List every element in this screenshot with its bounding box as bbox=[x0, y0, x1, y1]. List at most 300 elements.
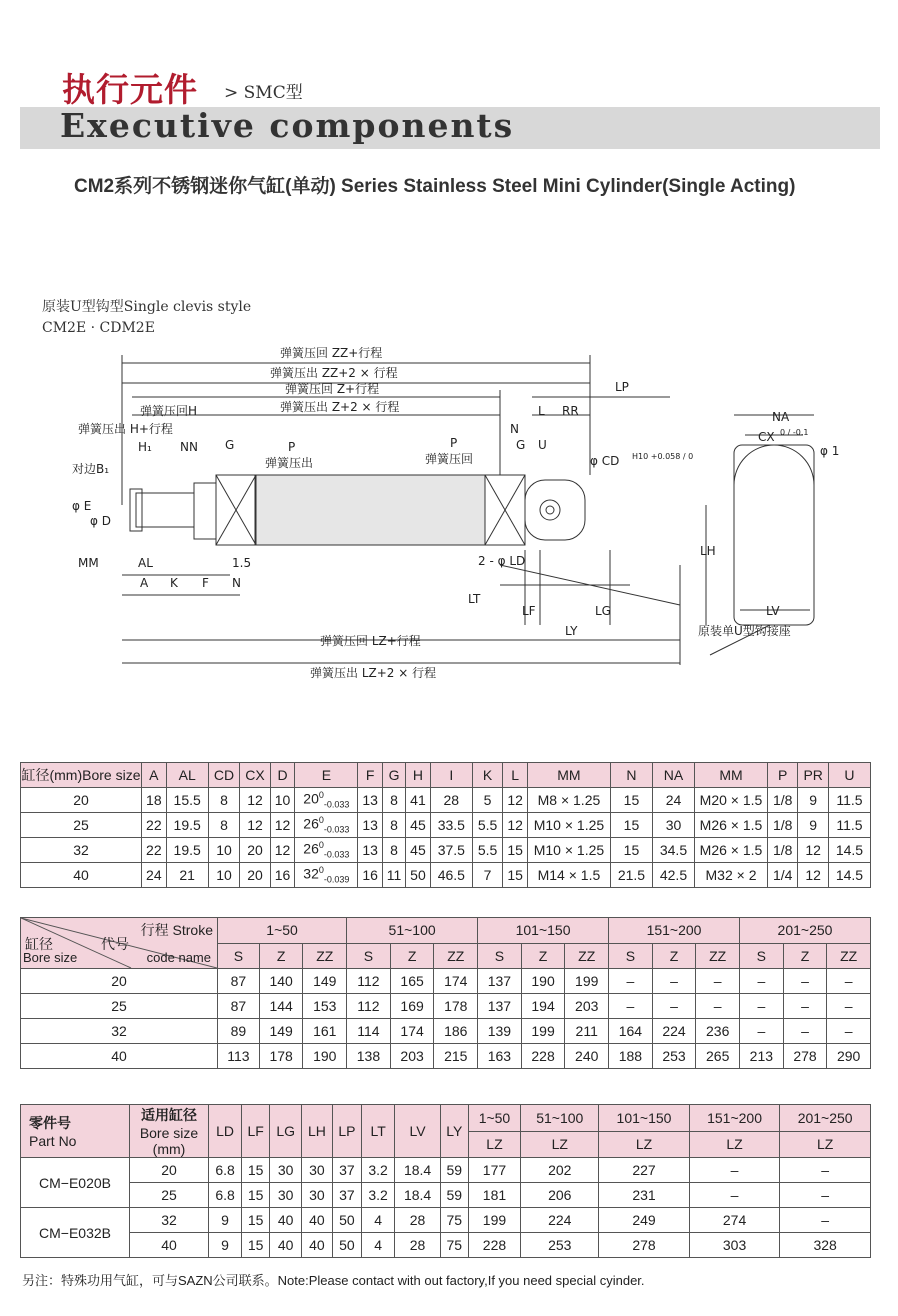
sub-header: ZZ bbox=[696, 943, 740, 969]
sub-header: Z bbox=[783, 943, 827, 969]
data-cell: 15 bbox=[242, 1233, 270, 1258]
e-upper-tol: 0 bbox=[318, 815, 324, 826]
sub-header: ZZ bbox=[565, 943, 609, 969]
range-header: 101~150 bbox=[478, 918, 609, 944]
range-header: 101~150 bbox=[599, 1105, 690, 1132]
data-cell: 1/8 bbox=[768, 813, 798, 838]
data-cell: 37 bbox=[332, 1158, 361, 1183]
data-cell: 13 bbox=[358, 813, 383, 838]
data-cell: 30 bbox=[302, 1183, 333, 1208]
data-cell: 10 bbox=[208, 863, 240, 888]
data-cell: 186 bbox=[434, 1019, 478, 1044]
e-value: 32 bbox=[303, 865, 319, 882]
data-cell: 236 bbox=[696, 1019, 740, 1044]
bore-cell: 40 bbox=[21, 863, 142, 888]
data-cell: 12 bbox=[270, 813, 295, 838]
label-spring-out: 弹簧压出 bbox=[265, 456, 314, 470]
dim-ly: LY bbox=[565, 624, 578, 638]
data-cell bbox=[295, 813, 358, 838]
data-cell: 8 bbox=[383, 813, 406, 838]
data-cell: 112 bbox=[347, 969, 391, 994]
col-header: MM bbox=[527, 763, 610, 788]
data-cell: 28 bbox=[395, 1233, 441, 1258]
data-cell: 50 bbox=[332, 1208, 361, 1233]
corner-code-name: code name bbox=[146, 950, 211, 965]
dim-e: φ E bbox=[72, 499, 92, 513]
dim-lh: LH bbox=[700, 544, 716, 558]
dim-k: K bbox=[170, 576, 178, 590]
data-cell: – bbox=[783, 969, 827, 994]
data-cell: 190 bbox=[303, 1044, 347, 1069]
dim-g2: G bbox=[516, 438, 526, 452]
dim-n2: N bbox=[232, 576, 241, 590]
data-cell: 224 bbox=[521, 1208, 599, 1233]
data-cell: 8 bbox=[383, 788, 406, 813]
table-row bbox=[21, 813, 871, 838]
data-cell: – bbox=[696, 969, 740, 994]
dim-nn: NN bbox=[180, 440, 198, 454]
table-row bbox=[21, 1233, 871, 1258]
data-cell: 1/8 bbox=[768, 838, 798, 863]
sub-header: S bbox=[609, 943, 653, 969]
col-header: LP bbox=[332, 1105, 361, 1158]
e-upper-tol: 0 bbox=[318, 840, 324, 851]
data-cell: 16 bbox=[358, 863, 383, 888]
dim-lp: LP bbox=[615, 380, 629, 394]
data-cell: – bbox=[740, 969, 784, 994]
data-cell: 9 bbox=[798, 813, 828, 838]
data-cell: – bbox=[696, 994, 740, 1019]
data-cell: 290 bbox=[827, 1044, 871, 1069]
data-cell: 89 bbox=[218, 1019, 260, 1044]
data-cell: 9 bbox=[798, 788, 828, 813]
data-cell: 178 bbox=[259, 1044, 303, 1069]
data-cell: 20 bbox=[240, 838, 270, 863]
data-cell: 228 bbox=[468, 1233, 521, 1258]
dim-lv: LV bbox=[766, 604, 780, 618]
table-row bbox=[21, 788, 871, 813]
data-cell: – bbox=[783, 1019, 827, 1044]
corner-stroke: 行程 Stroke bbox=[140, 922, 213, 938]
data-cell: 227 bbox=[599, 1158, 690, 1183]
bore-cell: 25 bbox=[21, 994, 218, 1019]
corner-bore: 缸径 bbox=[25, 936, 53, 952]
dim-z-return: 弹簧压回 Z+行程 bbox=[285, 382, 380, 396]
data-cell: 15 bbox=[610, 838, 652, 863]
data-cell: 18 bbox=[142, 788, 167, 813]
data-cell: – bbox=[609, 969, 653, 994]
data-cell: 164 bbox=[609, 1019, 653, 1044]
col-header: U bbox=[828, 763, 870, 788]
data-cell: 15.5 bbox=[166, 788, 208, 813]
bore-cell: 25 bbox=[130, 1183, 209, 1208]
col-header: LY bbox=[440, 1105, 468, 1158]
data-cell: 40 bbox=[302, 1233, 333, 1258]
data-cell: 18.4 bbox=[395, 1158, 441, 1183]
corner-cell bbox=[21, 918, 218, 969]
e-upper-tol: 0 bbox=[318, 790, 324, 801]
col-header: H bbox=[406, 763, 431, 788]
dim-h-out: 弹簧压出 H+行程 bbox=[78, 422, 173, 436]
data-cell: M8 × 1.25 bbox=[527, 788, 610, 813]
data-cell: 14.5 bbox=[828, 838, 870, 863]
data-cell: 249 bbox=[599, 1208, 690, 1233]
data-cell: 149 bbox=[259, 1019, 303, 1044]
sub-header: ZZ bbox=[827, 943, 871, 969]
data-cell: 22 bbox=[142, 813, 167, 838]
data-cell: 12 bbox=[503, 813, 528, 838]
data-cell: – bbox=[783, 994, 827, 1019]
data-cell: 240 bbox=[565, 1044, 609, 1069]
dim-cx: CX bbox=[758, 430, 775, 444]
data-cell: 18.4 bbox=[395, 1183, 441, 1208]
table-row bbox=[21, 1044, 871, 1069]
data-cell: 190 bbox=[521, 969, 565, 994]
bore-unit: (mm) bbox=[152, 1141, 186, 1157]
data-cell: M26 × 1.5 bbox=[695, 813, 768, 838]
data-cell: 194 bbox=[521, 994, 565, 1019]
data-cell: 12 bbox=[240, 788, 270, 813]
data-cell: 178 bbox=[434, 994, 478, 1019]
data-cell: 41 bbox=[406, 788, 431, 813]
data-cell: 199 bbox=[468, 1208, 521, 1233]
col-header: F bbox=[358, 763, 383, 788]
sub-header: S bbox=[740, 943, 784, 969]
dim-d: φ D bbox=[90, 514, 111, 528]
bore-cell: 40 bbox=[130, 1233, 209, 1258]
data-cell: 15 bbox=[610, 813, 652, 838]
data-cell: 112 bbox=[347, 994, 391, 1019]
data-cell: 228 bbox=[521, 1044, 565, 1069]
data-cell: 3.2 bbox=[362, 1158, 395, 1183]
data-cell: 34.5 bbox=[652, 838, 694, 863]
part-no-cell: CM−E032B bbox=[21, 1208, 130, 1258]
page-title-en: Executive components bbox=[60, 106, 515, 145]
table-row bbox=[21, 863, 871, 888]
data-cell: 1/4 bbox=[768, 863, 798, 888]
page-title-sub: > SMC型 bbox=[224, 83, 303, 103]
sub-header: S bbox=[478, 943, 522, 969]
data-cell: 6.8 bbox=[209, 1183, 242, 1208]
data-cell: 21 bbox=[166, 863, 208, 888]
data-cell bbox=[295, 863, 358, 888]
data-cell: M14 × 1.5 bbox=[527, 863, 610, 888]
lz-header: LZ bbox=[689, 1131, 780, 1158]
data-cell: M26 × 1.5 bbox=[695, 838, 768, 863]
col-header: I bbox=[430, 763, 472, 788]
data-cell: 253 bbox=[652, 1044, 696, 1069]
table-row bbox=[21, 1208, 871, 1233]
range-header: 51~100 bbox=[347, 918, 478, 944]
dimension-table bbox=[20, 762, 871, 888]
table-row bbox=[21, 1158, 871, 1183]
data-cell: 139 bbox=[478, 1019, 522, 1044]
data-cell: 45 bbox=[406, 838, 431, 863]
data-cell: 16 bbox=[270, 863, 295, 888]
bore-cn: 适用缸径 bbox=[141, 1107, 197, 1123]
data-cell: 174 bbox=[434, 969, 478, 994]
data-cell: 137 bbox=[478, 994, 522, 1019]
data-cell: 278 bbox=[783, 1044, 827, 1069]
range-header: 151~200 bbox=[689, 1105, 780, 1132]
dim-mm: MM bbox=[78, 556, 99, 570]
col-header: N bbox=[610, 763, 652, 788]
lz-header: LZ bbox=[468, 1131, 521, 1158]
col-header: CD bbox=[208, 763, 240, 788]
data-cell: 161 bbox=[303, 1019, 347, 1044]
col-header: AL bbox=[166, 763, 208, 788]
range-header: 1~50 bbox=[468, 1105, 521, 1132]
sub-header: S bbox=[347, 943, 391, 969]
data-cell: 11.5 bbox=[828, 788, 870, 813]
data-cell: 153 bbox=[303, 994, 347, 1019]
bore-cell: 20 bbox=[21, 788, 142, 813]
data-cell: 4 bbox=[362, 1208, 395, 1233]
dim-b1: 对边B₁ bbox=[72, 462, 110, 476]
col-header: D bbox=[270, 763, 295, 788]
col-header: A bbox=[142, 763, 167, 788]
data-cell: 12 bbox=[798, 838, 828, 863]
sub-header: Z bbox=[390, 943, 434, 969]
e-lower-tol: -0.033 bbox=[323, 849, 350, 860]
bore-header bbox=[130, 1105, 209, 1158]
label-spring-return: 弹簧压回 bbox=[425, 452, 474, 466]
dim-cd-tol: H10 +0.058 / 0 bbox=[632, 452, 694, 461]
data-cell: M10 × 1.25 bbox=[527, 813, 610, 838]
data-cell: 9 bbox=[209, 1208, 242, 1233]
dim-1-5: 1.5 bbox=[232, 556, 252, 570]
dim-ld: 2 - φ LD bbox=[478, 554, 526, 568]
data-cell: – bbox=[689, 1158, 780, 1183]
data-cell: 75 bbox=[440, 1233, 468, 1258]
data-cell: 149 bbox=[303, 969, 347, 994]
dim-h-return: 弹簧压回H bbox=[140, 404, 198, 418]
data-cell: 8 bbox=[208, 788, 240, 813]
data-cell: 33.5 bbox=[430, 813, 472, 838]
dim-u: U bbox=[538, 438, 547, 452]
data-cell: 40 bbox=[270, 1208, 302, 1233]
data-cell: 24 bbox=[142, 863, 167, 888]
data-cell: 46.5 bbox=[430, 863, 472, 888]
bore-cell: 20 bbox=[21, 969, 218, 994]
dim-f: F bbox=[202, 576, 209, 590]
col-header: 缸径(mm)Bore size bbox=[21, 763, 142, 788]
dim-p1: P bbox=[288, 440, 296, 454]
data-cell: 15 bbox=[242, 1158, 270, 1183]
data-cell: 87 bbox=[218, 994, 260, 1019]
table-row bbox=[21, 838, 871, 863]
data-cell: – bbox=[609, 994, 653, 1019]
dim-phi1: φ 1 bbox=[820, 444, 840, 458]
table-row bbox=[21, 1019, 871, 1044]
sub-header: Z bbox=[259, 943, 303, 969]
dim-z-out: 弹簧压出 Z+2 × 行程 bbox=[280, 400, 400, 414]
range-header: 1~50 bbox=[218, 918, 347, 944]
data-cell: 274 bbox=[689, 1208, 780, 1233]
sub-header: ZZ bbox=[434, 943, 478, 969]
bore-cell: 25 bbox=[21, 813, 142, 838]
dim-cd: φ CD bbox=[590, 454, 620, 468]
col-header: LG bbox=[270, 1105, 302, 1158]
data-cell: 328 bbox=[780, 1233, 871, 1258]
data-cell: 12 bbox=[240, 813, 270, 838]
data-cell: 15 bbox=[610, 788, 652, 813]
dim-lz-out: 弹簧压出 LZ+2 × 行程 bbox=[310, 666, 437, 680]
data-cell: 9 bbox=[209, 1233, 242, 1258]
data-cell: 12 bbox=[270, 838, 295, 863]
data-cell: 87 bbox=[218, 969, 260, 994]
data-cell: 12 bbox=[798, 863, 828, 888]
dim-lg: LG bbox=[595, 604, 611, 618]
data-cell: – bbox=[780, 1158, 871, 1183]
e-lower-tol: -0.033 bbox=[323, 799, 350, 810]
dim-lt: LT bbox=[468, 592, 481, 606]
sub-header: ZZ bbox=[303, 943, 347, 969]
data-cell: 50 bbox=[332, 1233, 361, 1258]
corner-bore-size: Bore size bbox=[23, 950, 78, 965]
col-header: L bbox=[503, 763, 528, 788]
data-cell: 14.5 bbox=[828, 863, 870, 888]
data-cell bbox=[295, 788, 358, 813]
data-cell: 4 bbox=[362, 1233, 395, 1258]
data-cell: – bbox=[827, 969, 871, 994]
dim-al: AL bbox=[138, 556, 153, 570]
dim-p2: P bbox=[450, 436, 458, 450]
corner-code: 代号 bbox=[101, 936, 129, 952]
range-header: 201~250 bbox=[780, 1105, 871, 1132]
data-cell: – bbox=[689, 1183, 780, 1208]
data-cell: 265 bbox=[696, 1044, 740, 1069]
data-cell: – bbox=[827, 994, 871, 1019]
data-cell: 8 bbox=[383, 838, 406, 863]
data-cell: 188 bbox=[609, 1044, 653, 1069]
data-cell: 163 bbox=[478, 1044, 522, 1069]
part-no-en: Part No bbox=[29, 1133, 77, 1149]
sub-header: Z bbox=[652, 943, 696, 969]
data-cell: – bbox=[652, 994, 696, 1019]
col-header: LH bbox=[302, 1105, 333, 1158]
e-value: 20 bbox=[303, 790, 319, 807]
data-cell: 13 bbox=[358, 838, 383, 863]
clevis-table bbox=[20, 1104, 871, 1258]
data-cell: 22 bbox=[142, 838, 167, 863]
data-cell: 24 bbox=[652, 788, 694, 813]
data-cell: 37.5 bbox=[430, 838, 472, 863]
page-title-cn: 执行元件 bbox=[62, 70, 198, 109]
sub-header: S bbox=[218, 943, 260, 969]
col-header: PR bbox=[798, 763, 828, 788]
dim-zz-return: 弹簧压回 ZZ+行程 bbox=[280, 346, 383, 360]
data-cell: – bbox=[740, 1019, 784, 1044]
data-cell: 10 bbox=[270, 788, 295, 813]
col-header: MM bbox=[695, 763, 768, 788]
col-header: LV bbox=[395, 1105, 441, 1158]
data-cell: 5 bbox=[472, 788, 502, 813]
data-cell: 19.5 bbox=[166, 813, 208, 838]
data-cell: 206 bbox=[521, 1183, 599, 1208]
dim-g1: G bbox=[225, 438, 235, 452]
data-cell: 215 bbox=[434, 1044, 478, 1069]
data-cell: 137 bbox=[478, 969, 522, 994]
data-cell: M10 × 1.25 bbox=[527, 838, 610, 863]
dim-l: L bbox=[538, 404, 545, 418]
bore-cell: 20 bbox=[130, 1158, 209, 1183]
data-cell: 169 bbox=[390, 994, 434, 1019]
data-cell: 202 bbox=[521, 1158, 599, 1183]
col-header: CX bbox=[240, 763, 270, 788]
dim-a: A bbox=[140, 576, 149, 590]
data-cell: 181 bbox=[468, 1183, 521, 1208]
bore-cell: 40 bbox=[21, 1044, 218, 1069]
e-lower-tol: -0.033 bbox=[323, 824, 350, 835]
data-cell: 15 bbox=[242, 1183, 270, 1208]
model-name: CM2E · CDM2E bbox=[42, 320, 155, 336]
data-cell: – bbox=[827, 1019, 871, 1044]
dim-cx-tol: 0 / -0.1 bbox=[780, 428, 809, 437]
table-row bbox=[21, 1183, 871, 1208]
data-cell: 21.5 bbox=[610, 863, 652, 888]
dim-zz-out: 弹簧压出 ZZ+2 × 行程 bbox=[270, 366, 398, 380]
stroke-table bbox=[20, 917, 871, 1069]
lz-header: LZ bbox=[599, 1131, 690, 1158]
data-cell: 59 bbox=[440, 1183, 468, 1208]
label-clevis-seat: 原装单U型钩接座 bbox=[698, 624, 791, 638]
data-cell: 5.5 bbox=[472, 838, 502, 863]
data-cell bbox=[295, 838, 358, 863]
data-cell: 50 bbox=[406, 863, 431, 888]
e-upper-tol: 0 bbox=[318, 865, 324, 876]
data-cell: 37 bbox=[332, 1183, 361, 1208]
dim-h1: H₁ bbox=[138, 440, 152, 454]
lz-header: LZ bbox=[780, 1131, 871, 1158]
data-cell: 10 bbox=[208, 838, 240, 863]
data-cell: 8 bbox=[208, 813, 240, 838]
data-cell: 15 bbox=[503, 863, 528, 888]
data-cell: 30 bbox=[302, 1158, 333, 1183]
data-cell: 59 bbox=[440, 1158, 468, 1183]
table-header-row bbox=[21, 763, 871, 788]
col-header: E bbox=[295, 763, 358, 788]
part-no-cell: CM−E020B bbox=[21, 1158, 130, 1208]
bore-cell: 32 bbox=[21, 838, 142, 863]
data-cell: – bbox=[780, 1208, 871, 1233]
data-cell: 15 bbox=[503, 838, 528, 863]
data-cell: 138 bbox=[347, 1044, 391, 1069]
part-no-cn: 零件号 bbox=[29, 1115, 71, 1131]
lz-header: LZ bbox=[521, 1131, 599, 1158]
data-cell: 203 bbox=[565, 994, 609, 1019]
dim-rr: RR bbox=[562, 404, 579, 418]
data-cell: – bbox=[652, 969, 696, 994]
dim-n: N bbox=[510, 422, 519, 436]
data-cell: 40 bbox=[302, 1208, 333, 1233]
data-cell: 253 bbox=[521, 1233, 599, 1258]
data-cell: 11.5 bbox=[828, 813, 870, 838]
data-cell: 75 bbox=[440, 1208, 468, 1233]
data-cell: 203 bbox=[390, 1044, 434, 1069]
cylinder-drawing bbox=[70, 335, 850, 685]
data-cell: 30 bbox=[652, 813, 694, 838]
data-cell: 15 bbox=[242, 1208, 270, 1233]
part-no-header bbox=[21, 1105, 130, 1158]
col-header: LT bbox=[362, 1105, 395, 1158]
data-cell: 28 bbox=[430, 788, 472, 813]
data-cell: 6.8 bbox=[209, 1158, 242, 1183]
data-cell: M32 × 2 bbox=[695, 863, 768, 888]
data-cell: 30 bbox=[270, 1183, 302, 1208]
col-header: G bbox=[383, 763, 406, 788]
col-header: NA bbox=[652, 763, 694, 788]
